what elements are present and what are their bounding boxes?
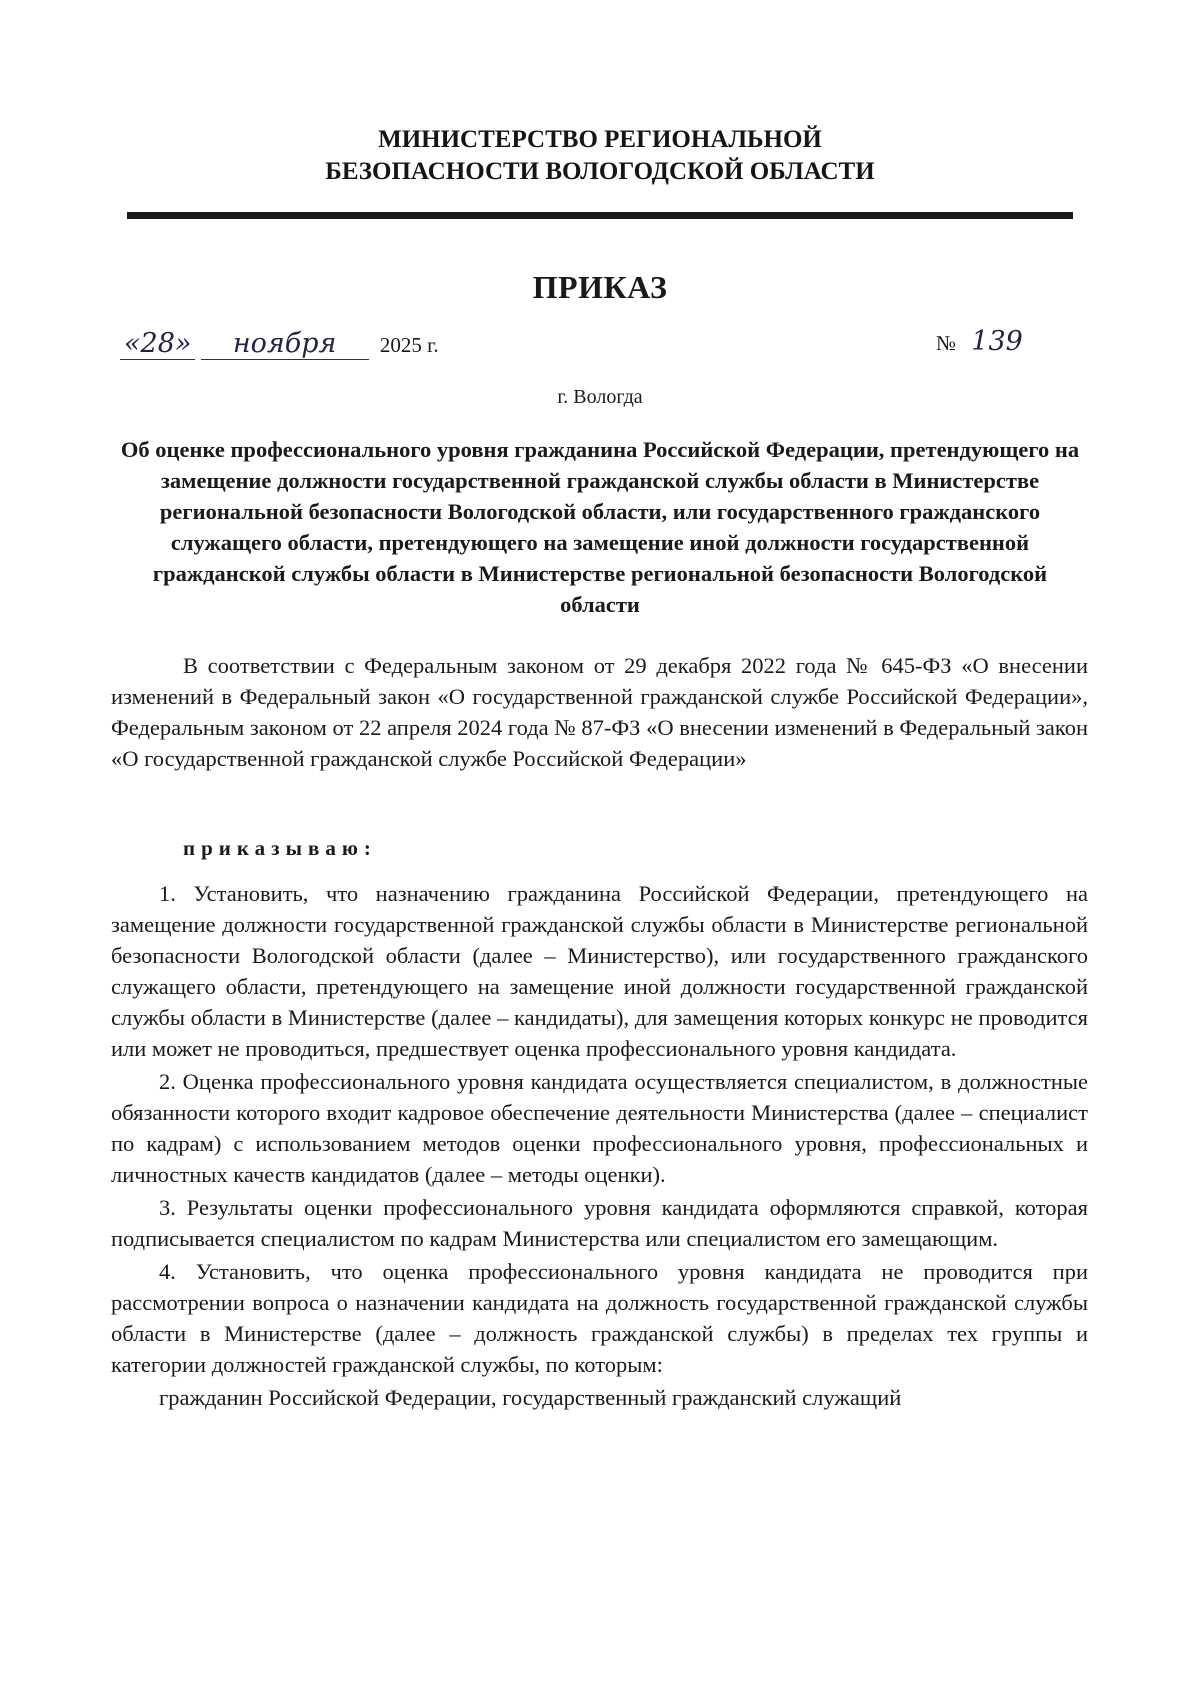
document-number bbox=[936, 326, 1023, 357]
date-month: ноября bbox=[201, 328, 369, 360]
document-city: г. Вологда bbox=[557, 386, 643, 408]
ministry-header bbox=[120, 124, 1080, 188]
order-item-4: 4. Установить, что оценка профессионального уровня кандидата не проводится при рассмотрении вопроса о назначении кандидата на должность государственной гражданской службы области в Министерстве (далее – должность гражданской службы) в пределах тех группы и категории должностей гражданской службы, по которым: bbox=[111, 1259, 1088, 1377]
order-item-2: 2. Оценка профессионального уровня кандидата осуществляется специалистом, в должностные обязанности которого входит кадровое обеспечение деятельности Министерства (далее – специалист по кадрам) с использованием методов оценки профессионального уровня, профессиональных и личностных качеств кандидатов (далее – методы оценки). bbox=[111, 1069, 1088, 1187]
document-type-title: ПРИКАЗ bbox=[532, 269, 668, 305]
date-day: «28» bbox=[120, 328, 195, 360]
preamble-paragraph: В соответствии с Федеральным законом от 29 декабря 2022 года № 645-ФЗ «О внесении изменений в Федеральный закон «О государственной гражданской службе Российской Федерации», Федеральным законом от 22 апреля 2024 года № 87-ФЗ «О внесении изменений в Федеральный закон «О государственной гражданской службе Российской Федерации» bbox=[111, 653, 1088, 771]
order-word: приказываю: bbox=[183, 836, 377, 860]
date-year: 2025 г. bbox=[379, 333, 439, 357]
order-items bbox=[111, 878, 1088, 1413]
header-divider bbox=[127, 212, 1073, 219]
ministry-name-line2: БЕЗОПАСНОСТИ ВОЛОГОДСКОЙ ОБЛАСТИ bbox=[325, 158, 875, 185]
order-item-3: 3. Результаты оценки профессионального уровня кандидата оформляются справкой, которая подписывается специалистом по кадрам Министерства или специалистом его замещающим. bbox=[111, 1195, 1088, 1251]
document-subject: Об оценке профессионального уровня гражданина Российской Федерации, претендующего на замещение должности государственной гражданской службы области в Министерстве региональной безопасности Вологодской области, или государственного гражданского служащего области, претендующего на замещение иной должности государственной гражданской службы области в Министерстве региональной безопасности Вологодской области bbox=[120, 437, 1080, 617]
number-sign: № bbox=[936, 331, 957, 355]
document-date bbox=[120, 328, 439, 368]
order-item-1: 1. Установить, что назначению гражданина Российской Федерации, претендующего на замещение должности государственной гражданской службы области в Министерстве региональной безопасности Вологодской области (далее – Министерство), или государственного гражданского служащего области, претендующего на замещение иной должности государственной гражданской службы области в Министерстве (далее – кандидаты), для замещения которых конкурс не проводится или может не проводиться, предшествует оценка профессионального уровня кандидата. bbox=[111, 881, 1088, 1061]
continuation-text: гражданин Российской Федерации, государственный гражданский служащий bbox=[159, 1385, 902, 1410]
ministry-name-line1: МИНИСТЕРСТВО РЕГИОНАЛЬНОЙ bbox=[378, 126, 822, 153]
number-value: 139 bbox=[971, 326, 1023, 357]
